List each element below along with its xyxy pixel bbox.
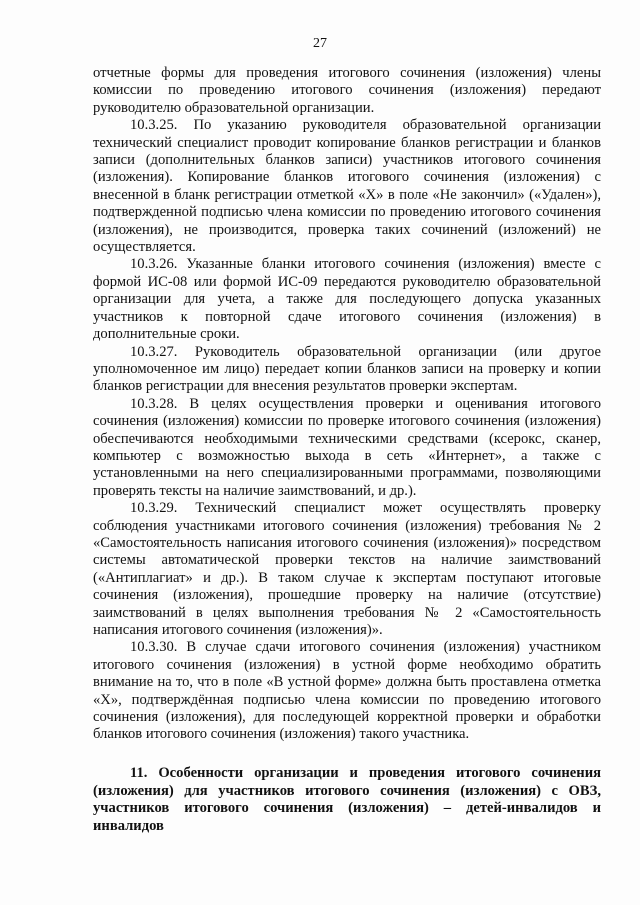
paragraph-10-3-26: 10.3.26. Указанные бланки итогового сочинения (изложения) вместе с формой ИС-08 или формой ИС-09 передаются руководителю образовательной организации для учета, а также для последующего допуска указанных участников к повторной сдаче итогового сочинения (изложения) в дополнительные сроки.: [93, 256, 601, 343]
paragraph-continuation: отчетные формы для проведения итогового сочинения (изложения) члены комиссии по проведению итогового сочинения (изложения) передают руководителю образовательной организации.: [93, 65, 601, 116]
paragraph-10-3-27: 10.3.27. Руководитель образовательной организации (или другое уполномоченное им лицо) передает копии бланков записи на проверку и копии бланков регистрации для внесения результатов проверки экспертам.: [93, 343, 601, 395]
page-number: 27: [313, 36, 327, 51]
paragraph-10-3-28: 10.3.28. В целях осуществления проверки и оценивания итогового сочинения (изложения) комиссии по проверке итогового сочинения (изложения) обеспечиваются необходимыми техническими средствами (ксерокс, сканер, компьютер с возможностью выхода в сеть «Интернет», а также с установленными на него специализированными программами, позволяющими проверять тексты на наличие заимствований, и др.).: [93, 395, 601, 499]
paragraph-10-3-29: 10.3.29. Технический специалист может осуществлять проверку соблюдения участниками итогового сочинения (изложения) требования № 2 «Самостоятельность написания итогового сочинения (изложения)» посредством системы автоматической проверки текстов на наличие заимствований («Антиплагиат» и др.). В таком случае к экспертам поступают итоговые сочинения (изложения), прошедшие проверку на наличие (отсутствие) заимствований в целях выполнения требования № 2 «Самостоятельность написания итогового сочинения (изложения)».: [93, 500, 601, 638]
paragraph-10-3-30: 10.3.30. В случае сдачи итогового сочинения (изложения) участником итогового сочинения (изложения) в устной форме необходимо обратить внимание на то, что в поле «В устной форме» должна быть проставлена отметка «X», подтверждённая подписью члена комиссии по проведению итогового сочинения (изложения), для последующей корректной проверки и обработки бланков итогового сочинения (изложения) такого участника.: [93, 639, 601, 743]
document-body: [93, 65, 601, 744]
section-heading: 11. Особенности организации и проведения итогового сочинения (изложения) для участников итогового сочинения (изложения) с ОВЗ, участников итогового сочинения (изложения) – детей-инвалидов и инвалидов: [93, 765, 601, 834]
paragraph-10-3-25: 10.3.25. По указанию руководителя образовательной организации технический специалист проводит копирование бланков регистрации и бланков записи (дополнительных бланков записи) участников итогового сочинения (изложения). Копирование бланков итогового сочинения (изложения) с внесенной в бланк регистрации отметкой «X» в поле «Не закончил» («Удален»), подтвержденной подписью члена комиссии по проведению итогового сочинения (изложения), не производится, проверка таких сочинений (изложений) не осуществляется.: [93, 117, 601, 256]
